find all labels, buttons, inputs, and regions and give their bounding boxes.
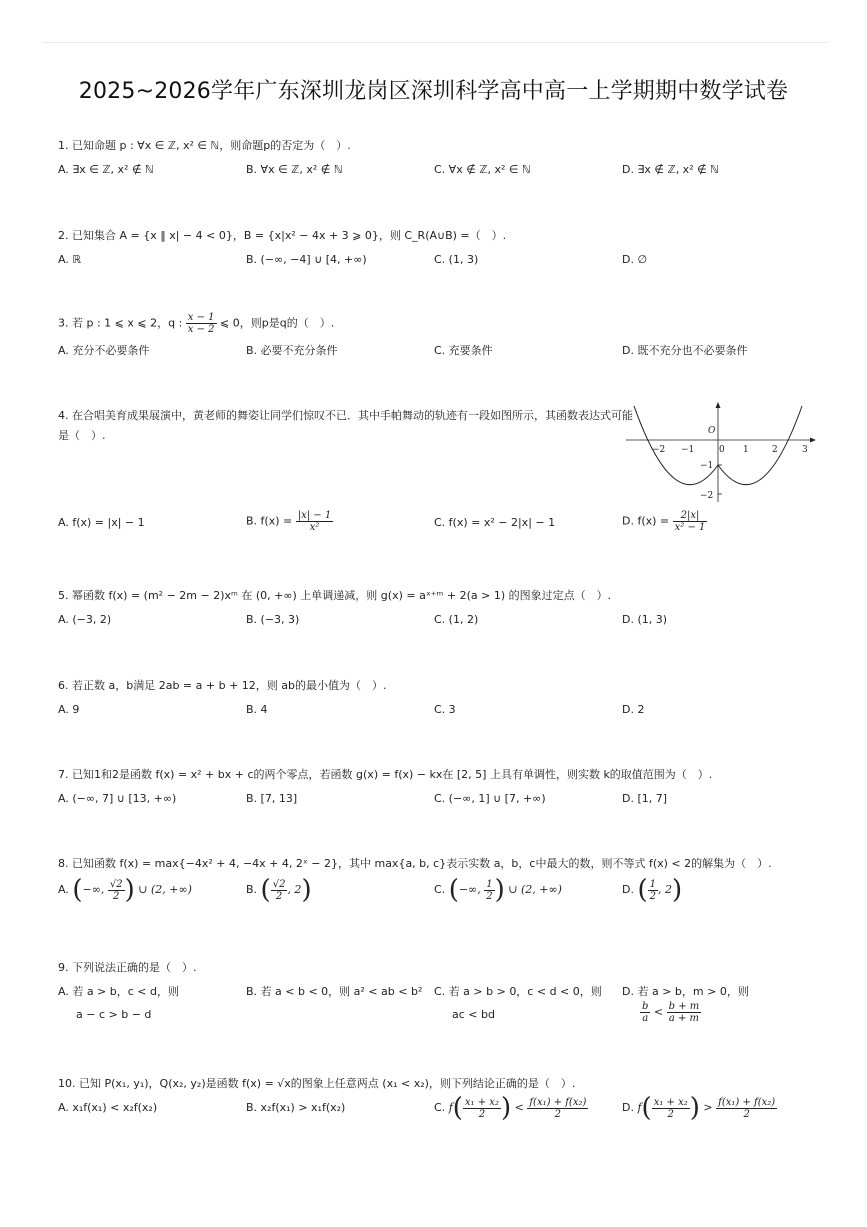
- x-tick-label: 3: [802, 445, 808, 455]
- fraction-numerator: f(x₁) + f(x₂): [529, 1096, 587, 1108]
- fraction-numerator: b + m: [668, 1001, 700, 1012]
- fraction-denominator: 2: [275, 890, 283, 902]
- option-label: B. f(x) =: [246, 514, 293, 528]
- option-fraction: [716, 1097, 777, 1120]
- option-d[interactable]: D. 既不充分也不必要条件: [622, 344, 748, 357]
- option-a[interactable]: A. ∃x ∈ ℤ, x² ∉ ℕ: [58, 163, 154, 176]
- x-tick-label: 2: [772, 445, 778, 455]
- option-d[interactable]: [622, 510, 707, 533]
- option-fraction: [296, 510, 333, 533]
- option-c[interactable]: C. ∀x ∉ ℤ, x² ∈ ℕ: [434, 163, 531, 176]
- origin-label: O: [708, 426, 716, 436]
- option-c[interactable]: [434, 985, 602, 1022]
- option-c[interactable]: C. 3: [434, 703, 456, 716]
- fraction-denominator: x − 2: [187, 324, 215, 335]
- option-b[interactable]: B. 必要不充分条件: [246, 344, 338, 357]
- option-line: ac < bd: [452, 1008, 495, 1021]
- fraction-numerator: b: [642, 1001, 649, 1012]
- option-b[interactable]: B. 若 a < b < 0，则 a² < ab < b²: [246, 985, 423, 998]
- option-c[interactable]: [434, 877, 562, 903]
- option-fraction: [463, 1097, 501, 1120]
- option-a[interactable]: A. 9: [58, 703, 80, 716]
- fraction-numerator: √2: [109, 878, 123, 890]
- question-9: [58, 961, 828, 1024]
- question-8: [58, 857, 828, 905]
- option-fraction: [527, 1097, 588, 1120]
- option-d[interactable]: D. 2: [622, 703, 645, 716]
- y-tick-label: −1: [700, 461, 714, 471]
- question-6: [58, 679, 828, 716]
- fraction-denominator: x²: [309, 522, 320, 533]
- fraction-denominator: 2: [554, 1108, 562, 1120]
- fraction-denominator: 2: [667, 1108, 674, 1120]
- option-c[interactable]: C. (1, 2): [434, 613, 479, 626]
- fraction-denominator: 2: [113, 890, 120, 902]
- option-c[interactable]: C. f(x) = x² − 2|x| − 1: [434, 516, 556, 529]
- question-5: [58, 589, 828, 626]
- fraction-numerator: f(x₁) + f(x₂): [718, 1096, 776, 1108]
- interval-tail: ∪ (2, +∞): [508, 883, 562, 896]
- option-label: D.: [622, 883, 634, 896]
- y-tick-label: −2: [700, 491, 714, 501]
- option-b[interactable]: B. (−3, 3): [246, 613, 300, 626]
- fraction-numerator: x₁ + x₂: [653, 1096, 688, 1108]
- option-b[interactable]: B. x₂f(x₁) > x₁f(x₂): [246, 1101, 346, 1114]
- option-line: D. 若 a > b，m > 0，则: [622, 985, 749, 998]
- x-tick-label: 0: [719, 445, 725, 455]
- x-tick-label: −1: [681, 445, 695, 455]
- fraction-denominator: x² − 1: [674, 522, 706, 533]
- question-stem: 1. 已知命题 p : ∀x ∈ ℤ, x² ∈ ℕ，则命题p的否定为（ ）.: [58, 139, 351, 152]
- option-b[interactable]: [246, 510, 333, 533]
- y-axis-arrow: [716, 402, 721, 408]
- interval-tail: , 2: [287, 883, 302, 896]
- option-label: A.: [58, 883, 69, 896]
- x-axis-arrow: [810, 438, 816, 443]
- function-graph: [626, 402, 816, 506]
- right-paren: ): [301, 875, 312, 905]
- option-fraction: [108, 879, 125, 902]
- page-title: 2025~2026学年广东深圳龙岗区深圳科学高中高一上学期期中数学试卷: [78, 79, 789, 104]
- option-label: D.: [622, 1101, 634, 1114]
- option-a[interactable]: [58, 877, 192, 903]
- option-b[interactable]: B. ∀x ∈ ℤ, x² ∉ ℕ: [246, 163, 343, 176]
- option-d[interactable]: D. (1, 3): [622, 613, 668, 626]
- right-paren: ): [672, 875, 683, 905]
- fraction-denominator: 2: [478, 1108, 486, 1120]
- option-fraction: [484, 879, 494, 902]
- option-a[interactable]: A. 充分不必要条件: [58, 344, 150, 357]
- option-c[interactable]: C. (−∞, 1] ∪ [7, +∞): [434, 792, 546, 805]
- option-a[interactable]: [58, 985, 179, 1022]
- question-1: [58, 139, 828, 176]
- question-10: [58, 1077, 828, 1123]
- option-fraction: [271, 879, 288, 902]
- fraction-numerator: 1: [649, 878, 656, 890]
- question-7: [58, 768, 828, 805]
- question-stem: 5. 幂函数 f(x) = (m² − 2m − 2)xᵐ 在 (0, +∞) 上单调递减，则 g(x) = aˣ⁺ᵐ + 2(a > 1) 的图象过定点（ ）.: [58, 589, 612, 602]
- option-d[interactable]: [622, 1095, 777, 1121]
- option-label: D. f(x) =: [622, 514, 670, 528]
- question-stem: 4. 在合唱美育成果展演中，黄老师的舞姿让同学们惊叹不已．其中手帕舞动的轨迹有一段如图所示，其函数表达式可能是（ ）.: [58, 409, 633, 442]
- option-b[interactable]: [246, 877, 312, 903]
- right-paren: ): [494, 875, 505, 905]
- question-stem: 6. 若正数 a，b满足 2ab = a + b + 12，则 ab的最小值为（ ）.: [58, 679, 387, 692]
- left-paren: (: [260, 875, 271, 905]
- fraction-numerator: x₁ + x₂: [464, 1096, 499, 1108]
- interval-left: −∞,: [82, 883, 108, 896]
- option-fraction: [648, 879, 658, 902]
- interval-tail: , 2: [658, 883, 672, 896]
- option-a[interactable]: A. x₁f(x₁) < x₂f(x₂): [58, 1101, 158, 1114]
- option-fraction: [667, 1001, 702, 1024]
- comparison-sign: <: [514, 1101, 524, 1114]
- option-c[interactable]: [434, 1095, 588, 1121]
- option-line: a − c > b − d: [76, 1008, 152, 1021]
- option-a[interactable]: A. ℝ: [58, 253, 82, 266]
- option-a[interactable]: A. (−3, 2): [58, 613, 112, 626]
- option-c[interactable]: C. 充要条件: [434, 344, 493, 357]
- stem-prefix: 3. 若 p : 1 ⩽ x ⩽ 2，q :: [58, 316, 183, 330]
- right-paren: ): [500, 1093, 512, 1123]
- option-d[interactable]: D. ∃x ∉ ℤ, x² ∉ ℕ: [622, 163, 719, 176]
- x-tick-label: −2: [652, 445, 666, 455]
- question-stem: 10. 已知 P(x₁, y₁)，Q(x₂, y₂)是函数 f(x) = √x的图象上任意两点 (x₁ < x₂)，则下列结论正确的是（ ）.: [58, 1077, 576, 1090]
- option-d[interactable]: [622, 877, 682, 903]
- option-b[interactable]: B. 4: [246, 703, 268, 716]
- fraction-denominator: a + m: [668, 1013, 700, 1024]
- question-2: [58, 229, 828, 266]
- option-line: C. 若 a > b > 0，c < d < 0，则: [434, 985, 602, 998]
- left-paren: (: [637, 875, 648, 905]
- question-3: [58, 312, 828, 357]
- fraction-numerator: x − 1: [187, 312, 215, 323]
- option-d[interactable]: [622, 985, 749, 1024]
- option-b[interactable]: B. (−∞, −4] ∪ [4, +∞): [246, 253, 367, 266]
- x-tick-label: 1: [743, 445, 749, 455]
- question-stem: 7. 已知1和2是函数 f(x) = x² + bx + c的两个零点，若函数 g(x) = f(x) − kx在 [2, 5] 上具有单调性，则实数 k的取值范围为（ ）.: [58, 768, 713, 781]
- fraction-numerator: 2|x|: [673, 510, 708, 522]
- option-c[interactable]: C. (1, 3): [434, 253, 479, 266]
- interval-left: −∞,: [458, 883, 485, 896]
- right-paren: ): [689, 1093, 700, 1123]
- fraction-denominator: 2: [743, 1108, 750, 1120]
- fraction-denominator: 2: [649, 890, 656, 902]
- function-name: f: [637, 1101, 642, 1114]
- option-line: A. 若 a > b，c < d，则: [58, 985, 179, 998]
- option-label: C.: [434, 1101, 446, 1114]
- function-name: f: [448, 1101, 453, 1114]
- right-paren: ): [124, 875, 135, 905]
- option-a[interactable]: A. (−∞, 7] ∪ [13, +∞): [58, 792, 177, 805]
- option-fraction: [652, 1097, 690, 1120]
- fraction-numerator: |x| − 1: [297, 510, 332, 521]
- option-a[interactable]: A. f(x) = |x| − 1: [58, 516, 145, 529]
- question-stem: [58, 312, 828, 335]
- option-b[interactable]: B. [7, 13]: [246, 792, 298, 805]
- question-stem: 2. 已知集合 A = {x ‖ x| − 4 < 0}，B = {x|x² − 4x + 3 ⩾ 0}，则 C_R(A∪B) =（ ）.: [58, 229, 507, 242]
- fraction-denominator: a: [642, 1013, 649, 1024]
- left-paren: (: [448, 875, 459, 905]
- comparison-sign: >: [703, 1101, 713, 1114]
- stem-suffix: ⩽ 0，则p是q的（ ）.: [220, 316, 335, 330]
- fraction-denominator: 2: [486, 890, 493, 902]
- option-d[interactable]: D. [1, 7]: [622, 792, 668, 805]
- option-fraction: [673, 510, 708, 533]
- option-label: C.: [434, 883, 446, 896]
- left-paren: (: [452, 1093, 463, 1123]
- option-fraction: [640, 1001, 650, 1024]
- question-stem: 8. 已知函数 f(x) = max{−4x² + 4, −4x + 4, 2ˣ − 2}，其中 max{a, b, c}表示实数 a，b，c中最大的数，则不等式 f(x) < 2的解集为（ ）.: [58, 857, 772, 870]
- option-line: [622, 1001, 749, 1024]
- stem-fraction: [186, 312, 217, 335]
- question-stem: 9. 下列说法正确的是（ ）.: [58, 961, 197, 974]
- comparison-sign: <: [653, 1005, 664, 1019]
- fraction-numerator: √2: [272, 878, 286, 890]
- top-divider: [42, 42, 828, 43]
- left-paren: (: [72, 875, 83, 905]
- left-paren: (: [641, 1093, 652, 1123]
- option-d[interactable]: D. ∅: [622, 253, 648, 266]
- option-label: B.: [246, 883, 258, 896]
- fraction-numerator: 1: [486, 878, 493, 890]
- interval-tail: ∪ (2, +∞): [138, 883, 192, 896]
